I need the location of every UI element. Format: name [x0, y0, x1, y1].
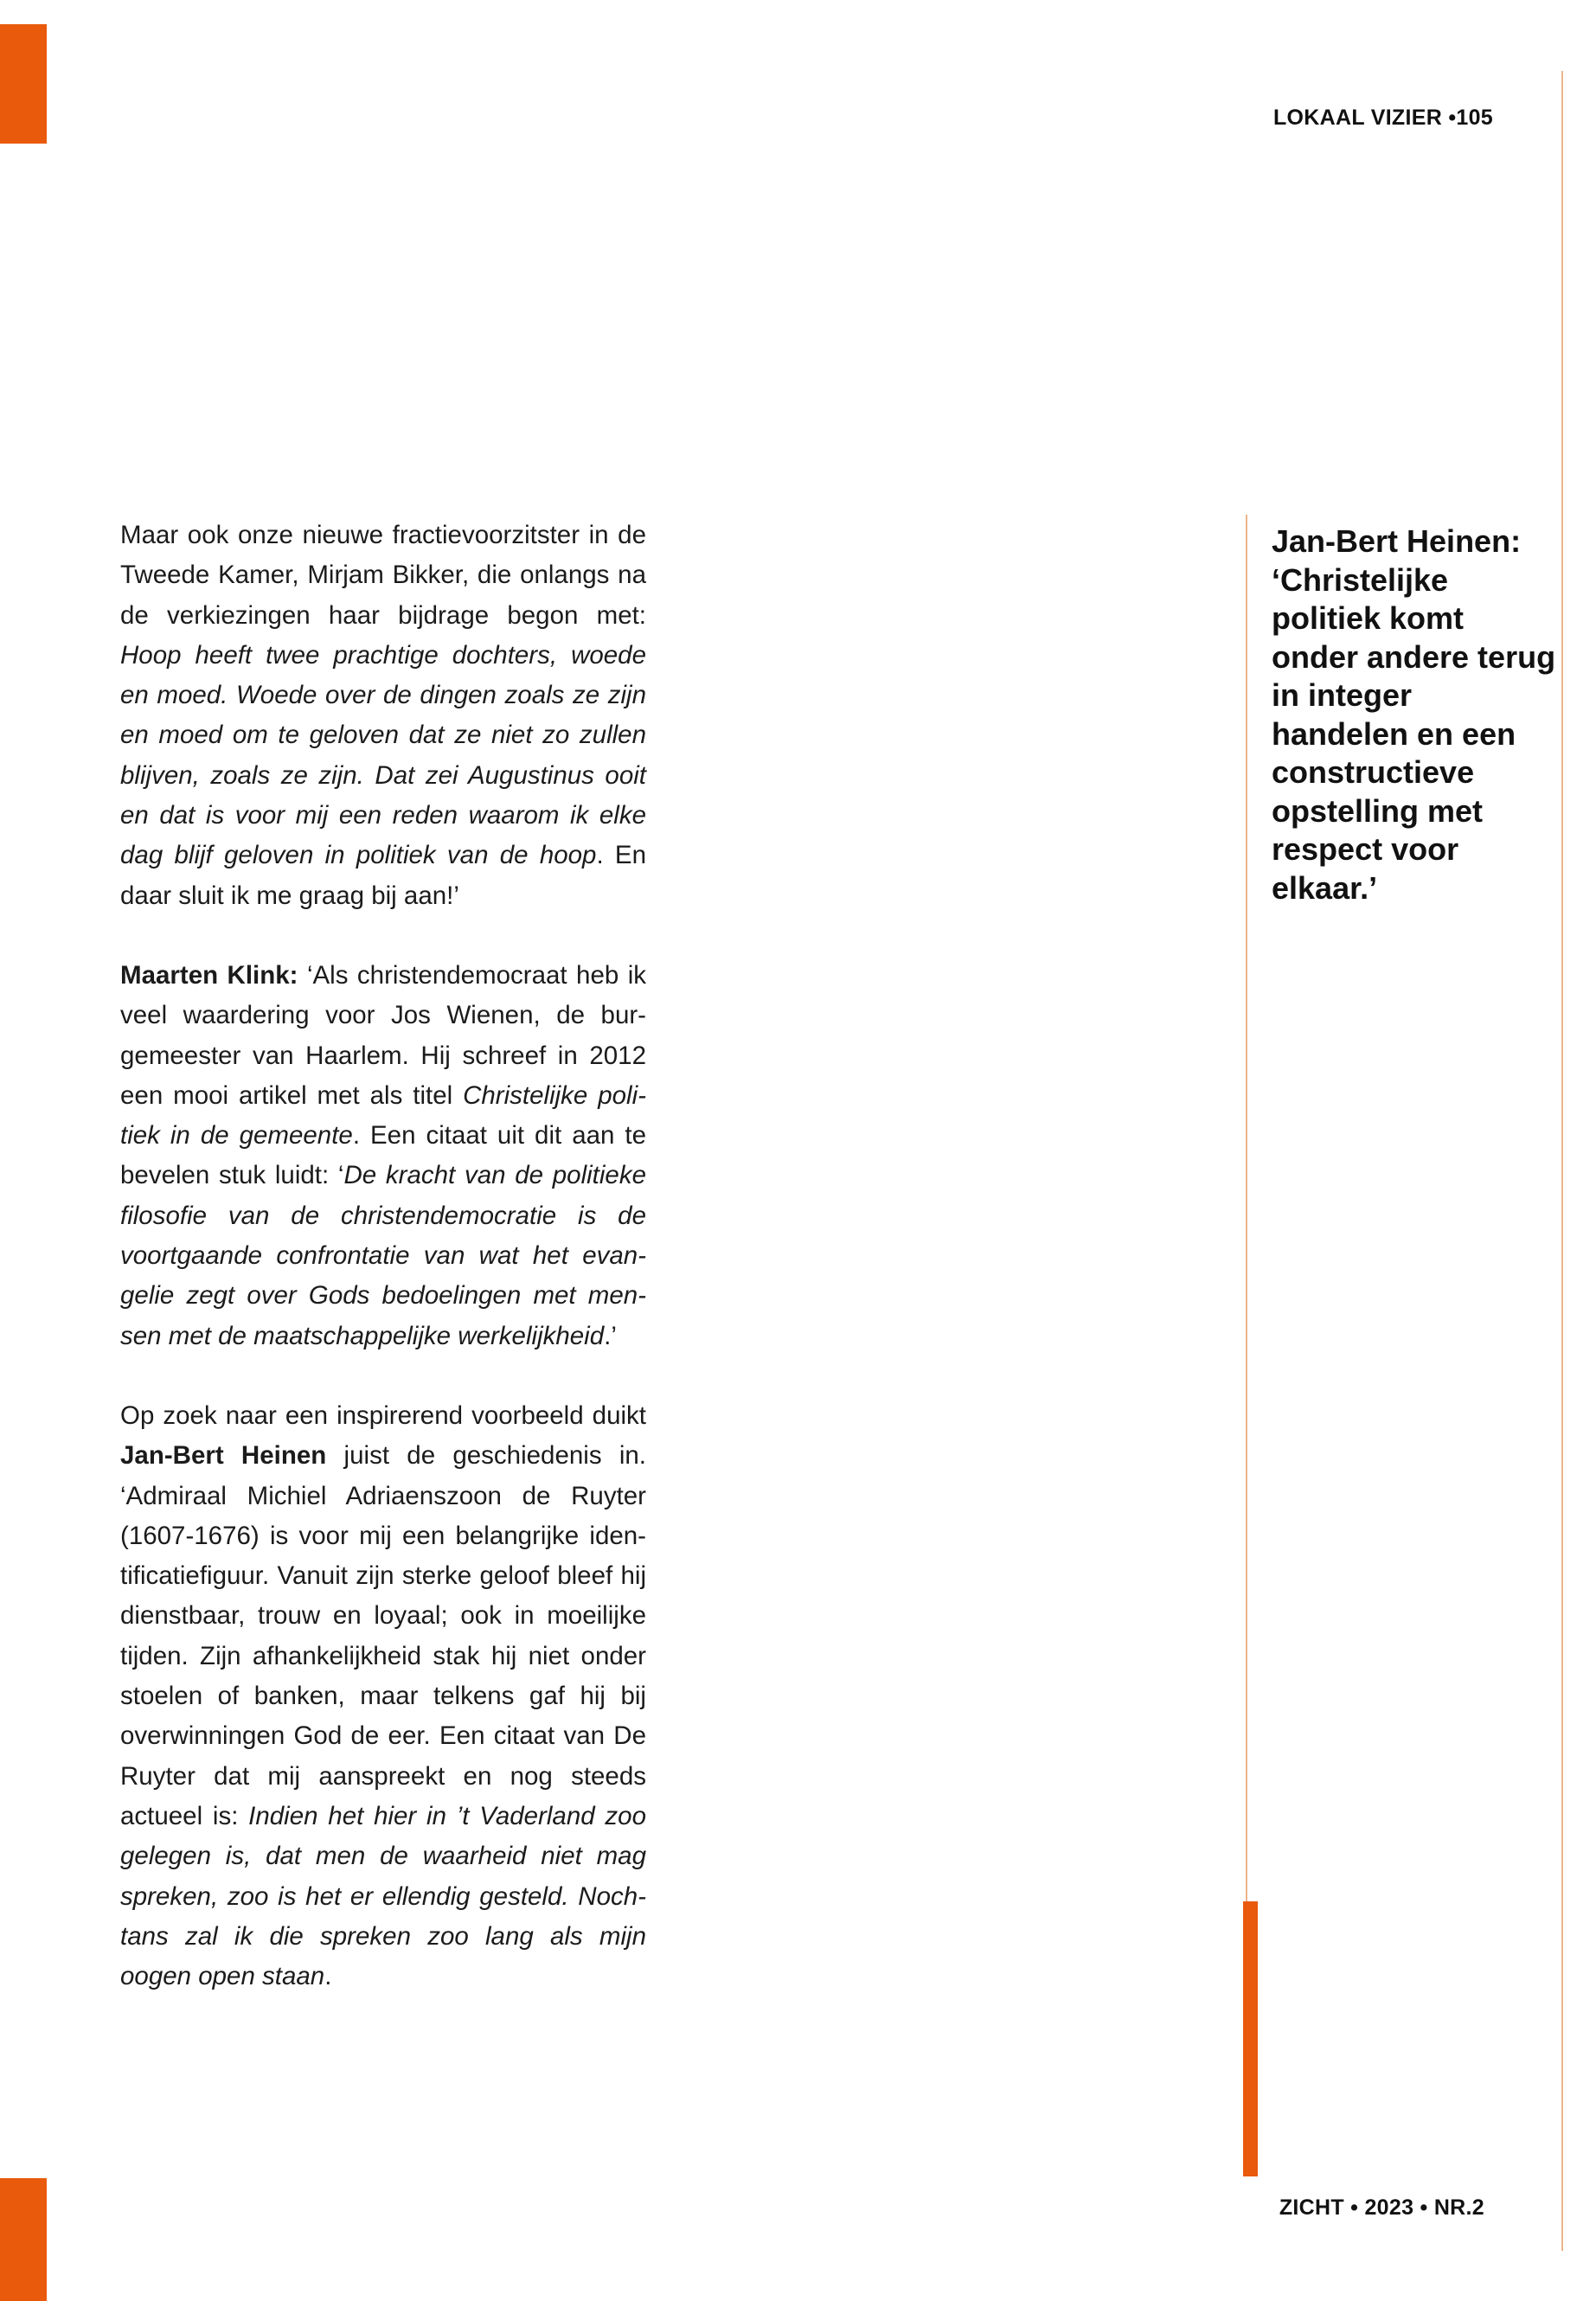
article-title: Christelijke politiek in de gemeente [120, 1080, 646, 1150]
paragraph-bikker [120, 516, 646, 916]
sidebar-rule [1246, 515, 1247, 1912]
paragraph-klink [120, 956, 646, 1356]
running-head: LOKAAL VIZIER •105 [1272, 106, 1493, 130]
paragraph-text: Op zoek naar een inspirerend voorbeeld duikt [120, 1400, 646, 1430]
margin-rule [1561, 71, 1563, 2251]
accent-block-top [0, 24, 47, 144]
paragraph-text: ‘Als christendemocraat heb ik veel waardering voor Jos Wienen, de burgemeester van Haarlem. Hij schreef in 2012 een mooi artikel met als titel [120, 960, 647, 1110]
paragraph-text: juist de geschiedenis in. ‘Admiraal Michiel Adriaenszoon de Ruyter (1607-1676) is voor mij een belangrijke identificatiefiguur. Vanuit zijn sterke geloof bleef hij dienstbaar, trouw en loyaal; ook in moeilijke tijden. Zijn afhankelijkheid stak hij niet onder stoelen of banken, maar telkens gaf hij bij overwinningen God de eer. Een citaat van De Ruyter dat mij aanspreekt en nog steeds actueel is: [120, 1441, 646, 1830]
paragraph-heinen [120, 1396, 646, 1997]
sidebar-accent-bar [1243, 1901, 1258, 2176]
speaker-name: Maarten Klink: [120, 960, 298, 990]
quote-augustinus: Hoop heeft twee prachtige dochters, woede en moed. Woede over de dingen zoals ze zijn en moed om te geloven dat ze niet zo zullen blijven, zoals ze zijn. Dat zei Augustinus ooit en dat is voor mij een reden waarom ik elke dag blijf geloven in politiek van de hoop [120, 640, 646, 870]
quote-wienen: De kracht van de politieke filosofie van de christendemocratie is de voortgaande confrontatie van wat het evangelie zegt over Gods bedoelingen met mensen met de maatschappelijke werkelijkheid [120, 1161, 646, 1350]
paragraph-text: Maar ook onze nieuwe fractievoorzitster in de Tweede Kamer, Mirjam Bikker, die onlangs na de verkiezingen haar bijdrage begon met: [120, 521, 646, 630]
pull-quote: Jan-Bert Heinen: ‘Christelijke politiek komt onder andere terug in integer handelen en een constructieve opstelling met respect voor elkaar.’ [1272, 523, 1556, 906]
paragraph-text: . [324, 1962, 332, 1991]
quote-de-ruyter: Indien het hier in ’t Vaderland zoo gelegen is, dat men de waarheid niet mag spreken, zoo is het er ellendig gesteld. Nochtans zal ik die spreken zoo lang als mijn oogen open staan [120, 1801, 646, 1991]
article-body [120, 516, 646, 2036]
running-foot: ZICHT • 2023 • NR.2 [1279, 2195, 1484, 2220]
paragraph-text: . Een citaat uit dit aan te bevelen stuk luidt: ‘ [120, 1121, 646, 1190]
accent-block-bottom [0, 2178, 47, 2301]
paragraph-text: . En daar sluit ik me graag bij aan!’ [120, 841, 646, 910]
paragraph-text: .’ [604, 1321, 617, 1350]
speaker-name: Jan-Bert Heinen [120, 1441, 327, 1471]
